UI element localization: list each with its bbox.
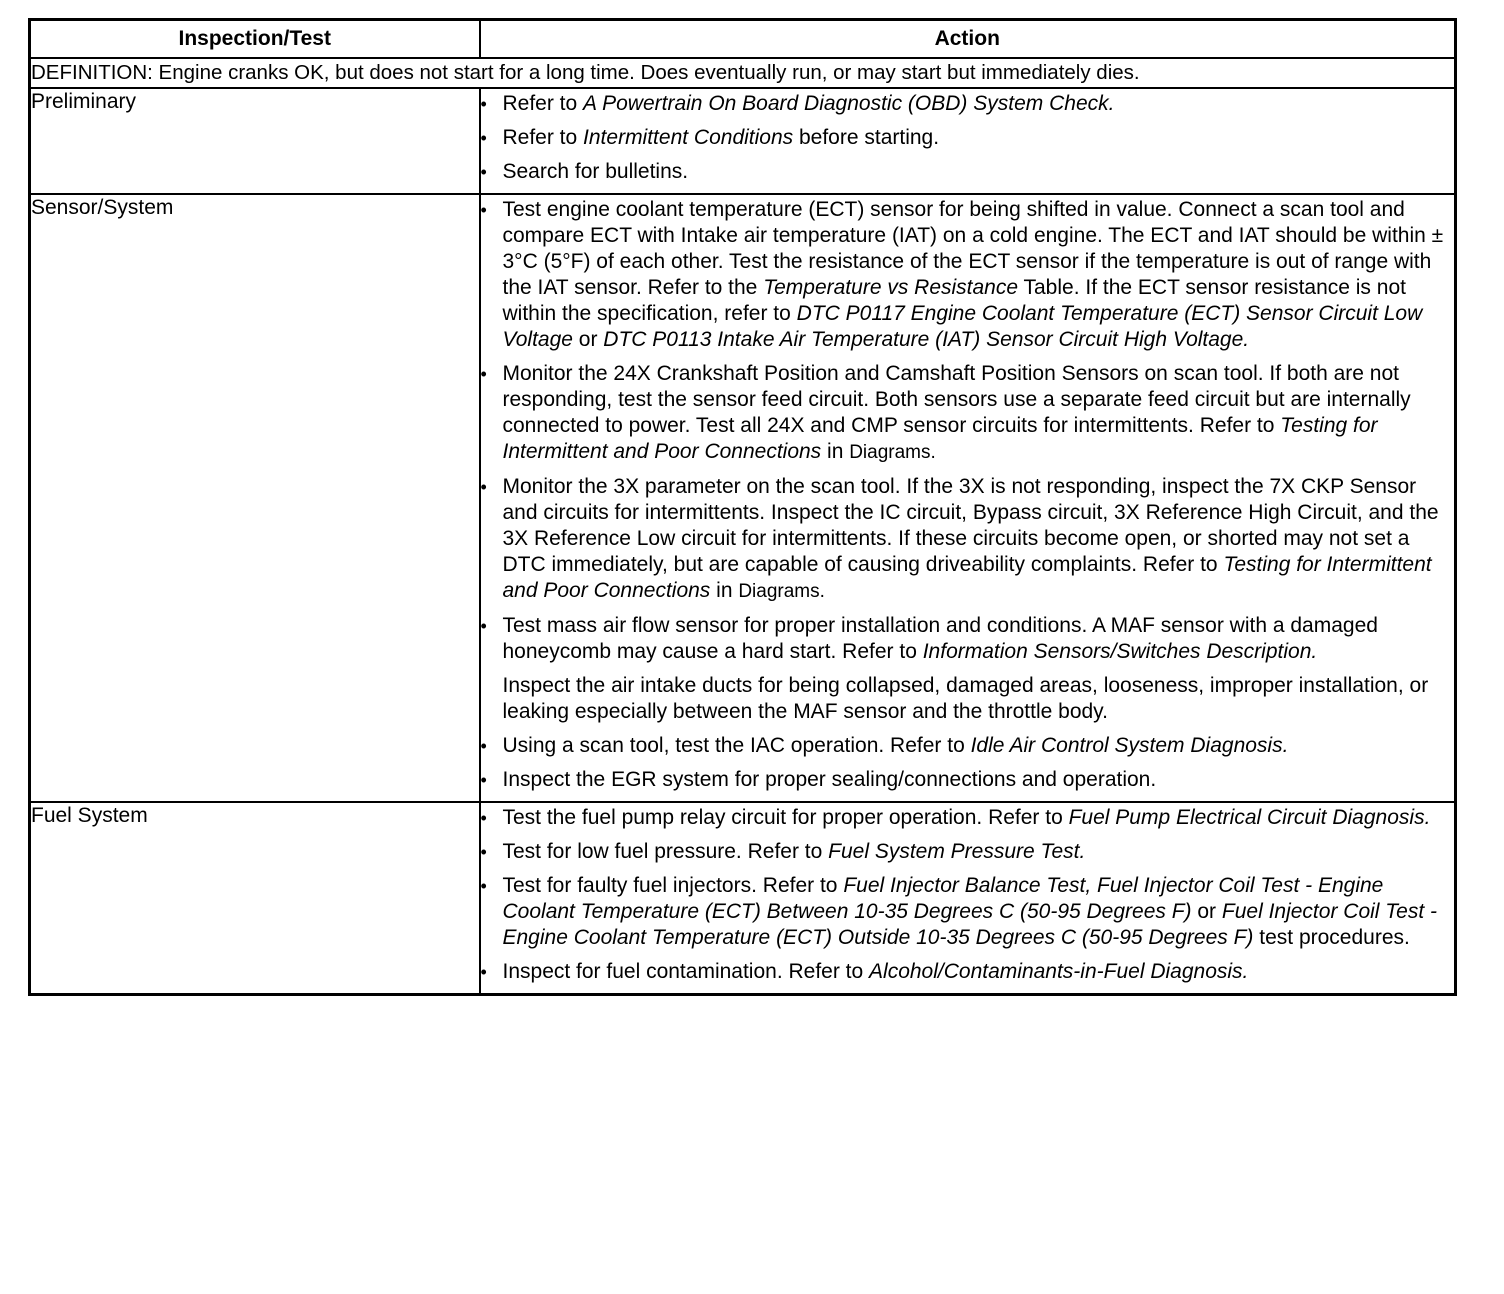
- action-item: [481, 197, 1455, 353]
- action-item: [481, 613, 1455, 665]
- action-text: or: [1191, 900, 1222, 923]
- action-text: Test engine coolant temperature (ECT) sensor for being shifted in value. Connect a scan tool and compare ECT with Intake air temperature (IAT) on a cold engine. The ECT and IAT should be within ± 3°C (5°F) of each other. Test the resistance of the ECT sensor if the temperature is out of range with the IAT sensor. Refer to the: [502, 198, 1444, 299]
- action-text: Using a scan tool, test the IAC operation. Refer to: [502, 734, 971, 757]
- reference-text: Temperature vs Resistance: [763, 276, 1019, 299]
- action-item: [481, 474, 1455, 605]
- action-text: test procedures.: [1253, 926, 1410, 949]
- reference-text: Fuel Injector Coil Test - Engine Coolant Temperature (ECT) Outside 10-35 Degrees C (50-95 Degrees F): [502, 900, 1438, 949]
- action-item: [481, 159, 1455, 185]
- action-text: Test for faulty fuel injectors. Refer to: [502, 874, 844, 897]
- action-text: Diagrams.: [738, 581, 825, 602]
- header-row: [30, 20, 1456, 59]
- reference-text: Fuel System Pressure Test.: [828, 840, 1086, 863]
- action-list: [481, 91, 1455, 185]
- action-item: [481, 125, 1455, 151]
- row-label-sensor-system: Sensor/System: [30, 194, 480, 802]
- reference-text: Testing for Intermittent and Poor Connections: [502, 553, 1432, 602]
- definition-text: DEFINITION: Engine cranks OK, but does not start for a long time. Does eventually run, or may start but immediately dies.: [30, 58, 1456, 88]
- table-row: [30, 88, 1456, 194]
- action-item: [481, 673, 1455, 725]
- action-text: Table. If the ECT sensor resistance is not within the specification, refer to: [502, 276, 1406, 325]
- action-item: [481, 839, 1455, 865]
- action-text: or: [572, 328, 604, 351]
- action-text: Monitor the 3X parameter on the scan tool. If the 3X is not responding, inspect the 7X CKP Sensor and circuits for intermittents. Inspect the IC circuit, Bypass circuit, 3X Reference High Circuit, and the 3X Reference Low circuit for intermittents. If these circuits become open, or shorted may not set a DTC immediately, but are capable of causing driveability complaints. Refer to: [502, 475, 1439, 576]
- table-row: [30, 194, 1456, 802]
- diagnostic-table: [28, 18, 1457, 996]
- action-text: Search for bulletins.: [502, 160, 689, 183]
- action-list: [481, 197, 1455, 793]
- action-text: Test mass air flow sensor for proper installation and conditions. A MAF sensor with a damaged honeycomb may cause a hard start. Refer to: [502, 614, 1378, 663]
- reference-text: Idle Air Control System Diagnosis.: [970, 734, 1289, 757]
- action-text: in: [710, 579, 739, 602]
- action-text: Diagrams.: [849, 442, 936, 463]
- action-text: before starting.: [793, 126, 940, 149]
- row-label-fuel-system: Fuel System: [30, 802, 480, 995]
- action-text: Inspect the air intake ducts for being collapsed, damaged areas, looseness, improper installation, or leaking especially between the MAF sensor and the throttle body.: [502, 674, 1429, 723]
- action-item: [481, 767, 1455, 793]
- header-inspection-test: Inspection/Test: [30, 20, 480, 59]
- action-cell: [480, 88, 1456, 194]
- reference-text: DTC P0117 Engine Coolant Temperature (ECT) Sensor Circuit Low Voltage: [502, 302, 1423, 351]
- action-list: [481, 805, 1455, 985]
- action-text: Refer to: [502, 126, 584, 149]
- action-text: Test for low fuel pressure. Refer to: [502, 840, 829, 863]
- action-text: Monitor the 24X Crankshaft Position and Camshaft Position Sensors on scan tool. If both are not responding, test the sensor feed circuit. Both sensors use a separate feed circuit but are internally connected to power. Test all 24X and CMP sensor circuits for intermittents. Refer to: [502, 362, 1411, 437]
- action-item: [481, 91, 1455, 117]
- reference-text: Fuel Injector Balance Test, Fuel Injector Coil Test - Engine Coolant Temperature (ECT) Between 10-35 Degrees C (50-95 Degrees F): [502, 874, 1384, 923]
- reference-text: Testing for Intermittent and Poor Connections: [502, 414, 1378, 463]
- action-cell: [480, 802, 1456, 995]
- row-label-preliminary: Preliminary: [30, 88, 480, 194]
- reference-text: Information Sensors/Switches Description.: [922, 640, 1318, 663]
- reference-text: Alcohol/Contaminants-in-Fuel Diagnosis.: [869, 960, 1249, 983]
- action-item: [481, 959, 1455, 985]
- action-text: Inspect for fuel contamination. Refer to: [502, 960, 870, 983]
- action-text: Test the fuel pump relay circuit for proper operation. Refer to: [502, 806, 1069, 829]
- reference-text: DTC P0113 Intake Air Temperature (IAT) Sensor Circuit High Voltage.: [603, 328, 1250, 351]
- action-item: [481, 805, 1455, 831]
- action-text: in: [821, 440, 850, 463]
- table-row: [30, 802, 1456, 995]
- reference-text: A Powertrain On Board Diagnostic (OBD) System Check.: [583, 92, 1115, 115]
- action-item: [481, 873, 1455, 951]
- definition-row: [30, 58, 1456, 88]
- reference-text: Intermittent Conditions: [583, 126, 794, 149]
- header-action: Action: [480, 20, 1456, 59]
- action-text: Refer to: [502, 92, 584, 115]
- action-cell: [480, 194, 1456, 802]
- action-item: [481, 733, 1455, 759]
- action-text: Inspect the EGR system for proper sealing/connections and operation.: [502, 768, 1157, 791]
- reference-text: Fuel Pump Electrical Circuit Diagnosis.: [1068, 806, 1431, 829]
- action-item: [481, 361, 1455, 466]
